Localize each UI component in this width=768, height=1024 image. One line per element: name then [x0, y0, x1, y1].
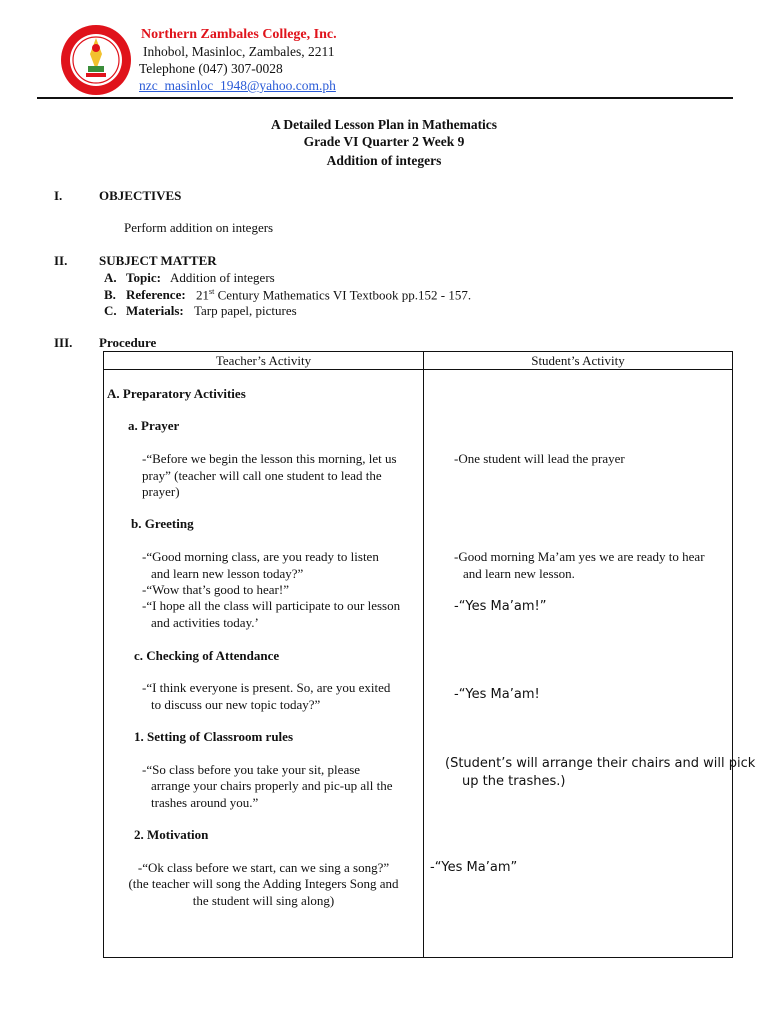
subject-item-label-topic: Topic:: [126, 270, 161, 285]
section-numeral-procedure: III.: [54, 335, 73, 350]
student-line: -“Yes Ma’am!: [454, 687, 540, 702]
greeting-heading: b. Greeting: [131, 516, 194, 531]
subject-item-value-topic: Addition of integers: [170, 270, 275, 285]
column-header-student: Student’s Activity: [531, 353, 625, 368]
teacher-line: -“Wow that’s good to hear!”: [142, 582, 289, 597]
table-header-divider: [104, 369, 732, 370]
table-column-divider: [423, 352, 424, 957]
teacher-line: pray” (teacher will call one student to lead the: [142, 468, 382, 483]
teacher-line: arrange your chairs properly and pic-up all the: [151, 778, 393, 793]
section-heading-objectives: OBJECTIVES: [99, 188, 182, 203]
prayer-heading: a. Prayer: [128, 418, 180, 433]
subject-item-marker: C.: [104, 303, 117, 318]
motivation-heading: 2. Motivation: [134, 827, 209, 842]
school-email-link[interactable]: nzc_masinloc_1948@yahoo.com.ph: [139, 78, 336, 93]
subject-item-value-materials: Tarp papel, pictures: [194, 303, 297, 318]
subject-item-value-reference: 21st Century Mathematics VI Textbook pp.152 - 157.: [196, 287, 472, 303]
school-logo-seal: [60, 24, 132, 96]
subject-item-label-materials: Materials:: [126, 303, 184, 318]
doc-subtitle-grade: Grade VI Quarter 2 Week 9: [303, 134, 465, 149]
objective-text: Perform addition on integers: [124, 220, 274, 235]
preparatory-activities-heading: A. Preparatory Activities: [107, 386, 246, 401]
school-name: Northern Zambales College, Inc.: [141, 27, 337, 42]
doc-subtitle-topic: Addition of integers: [326, 153, 442, 168]
student-line: -“Yes Ma’am!”: [454, 599, 547, 614]
column-header-teacher: Teacher’s Activity: [215, 353, 312, 368]
subject-item-label-reference: Reference:: [126, 287, 186, 302]
doc-title: A Detailed Lesson Plan in Mathematics: [270, 117, 498, 132]
section-heading-procedure: Procedure: [99, 335, 157, 350]
teacher-line: -“Good morning class, are you ready to listen: [142, 549, 379, 564]
teacher-line: trashes around you.”: [151, 795, 259, 810]
teacher-line: prayer): [142, 484, 180, 499]
student-line: (Student’s will arrange their chairs and will pick: [445, 756, 756, 771]
student-line: -One student will lead the prayer: [454, 451, 625, 466]
section-numeral-objectives: I.: [54, 188, 63, 203]
section-numeral-subject: II.: [54, 253, 68, 268]
teacher-line: and learn new lesson today?”: [151, 566, 304, 581]
student-line: and learn new lesson.: [463, 566, 575, 581]
teacher-line: and activities today.’: [151, 615, 259, 630]
teacher-line: (the teacher will song the Adding Integers Song and: [128, 876, 399, 891]
student-line: -“Yes Ma’am”: [430, 860, 518, 875]
teacher-line: to discuss our new topic today?”: [151, 697, 321, 712]
header-divider: [37, 97, 733, 99]
teacher-line: -“Ok class before we start, can we sing a song?”: [137, 860, 390, 875]
student-line: -Good morning Ma’am yes we are ready to hear: [454, 549, 705, 564]
school-telephone: Telephone (047) 307-0028: [139, 61, 283, 76]
subject-item-marker: B.: [104, 287, 116, 302]
section-heading-subject: SUBJECT MATTER: [99, 253, 217, 268]
teacher-line: -“I think everyone is present. So, are you exited: [142, 680, 391, 695]
procedure-table: [103, 351, 756, 958]
student-line: up the trashes.): [462, 774, 566, 789]
teacher-line: -“So class before you take your sit, please: [142, 762, 361, 777]
attendance-heading: c. Checking of Attendance: [134, 648, 280, 663]
teacher-line: -“I hope all the class will participate to our lesson: [142, 598, 401, 613]
teacher-line: -“Before we begin the lesson this morning, let us: [142, 451, 397, 466]
subject-item-marker: A.: [104, 270, 117, 285]
classroom-rules-heading: 1. Setting of Classroom rules: [134, 729, 294, 744]
teacher-line: the student will sing along): [192, 893, 335, 908]
school-address: Inhobol, Masinloc, Zambales, 2211: [143, 44, 335, 59]
